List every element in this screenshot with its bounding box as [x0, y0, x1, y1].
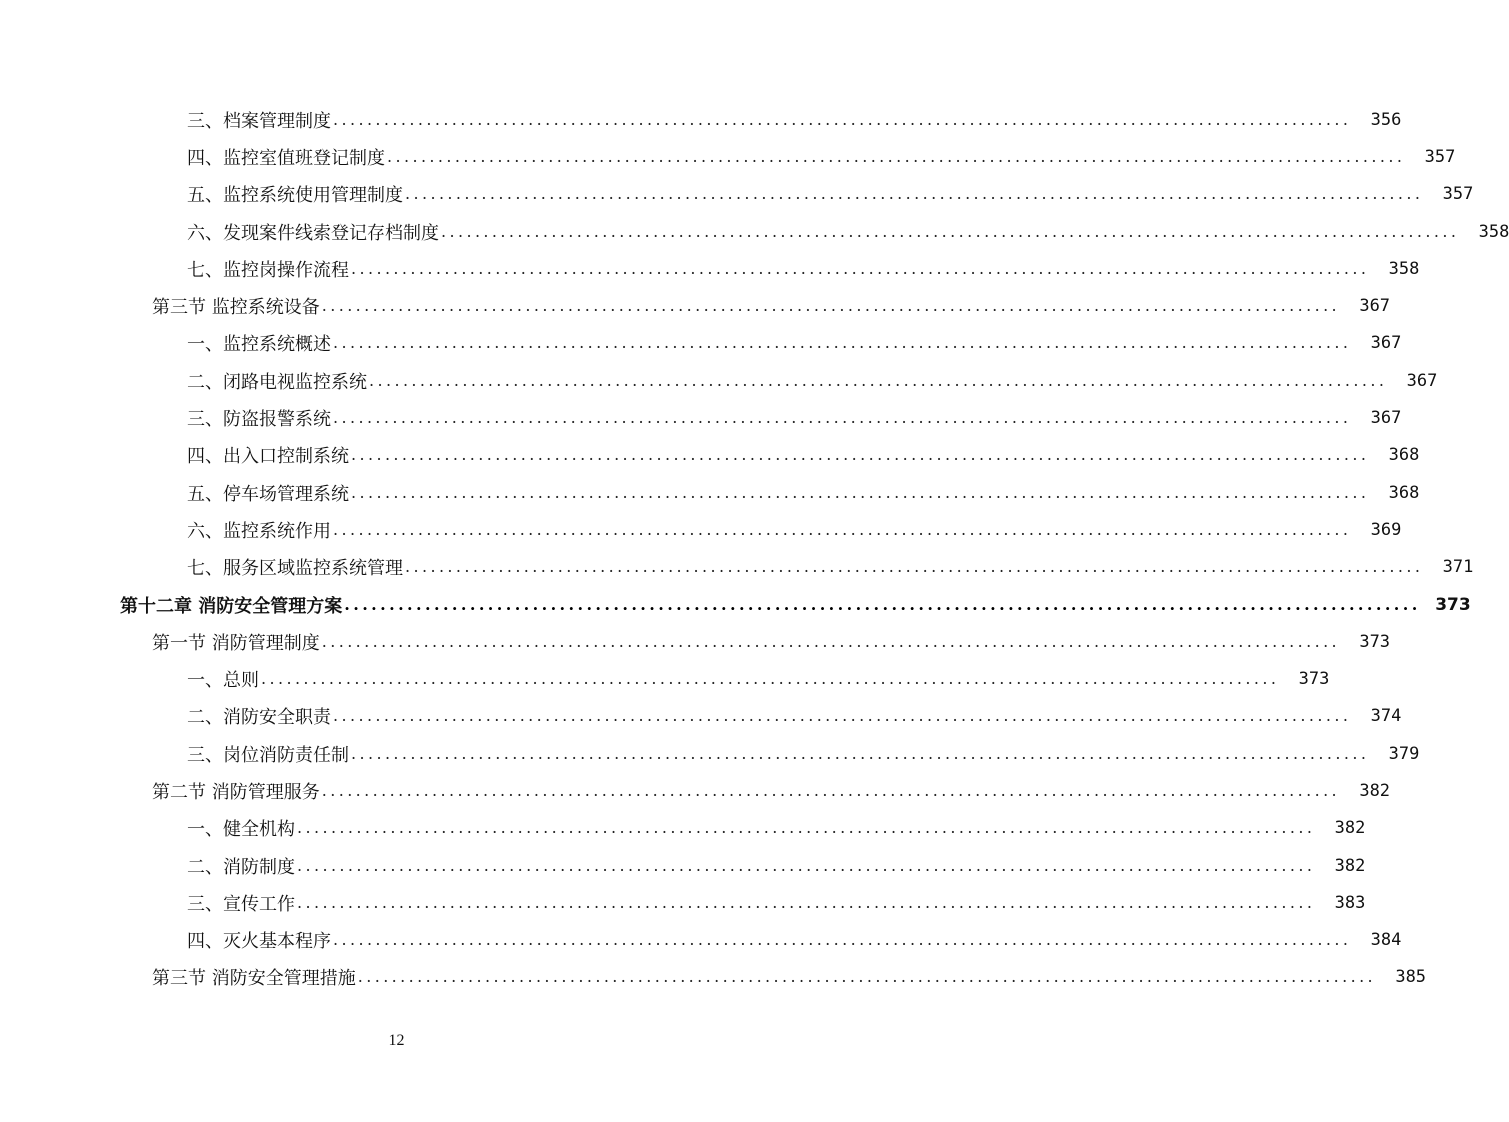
toc-entry-title: 四、灭火基本程序 — [187, 931, 331, 953]
dot-leader: ........................................................................................................................ — [333, 408, 1352, 428]
dot-leader: ........................................................................................................................ — [297, 892, 1316, 912]
toc-entry-item[interactable] — [0, 176, 1474, 213]
toc-entry-title: 一、总则 — [187, 670, 259, 692]
dot-leader: ........................................................................................................................ — [333, 109, 1352, 129]
toc-entry-chapter[interactable] — [0, 586, 1471, 623]
toc-entry-section[interactable] — [0, 772, 1391, 809]
toc-entry-title: 四、监控室值班登记制度 — [187, 147, 385, 169]
toc-entry-item[interactable] — [0, 399, 1402, 436]
toc-entry-section[interactable] — [0, 623, 1391, 660]
toc-entry-item[interactable] — [0, 660, 1330, 697]
toc-entry-page: 384 — [1370, 930, 1402, 951]
toc-entry-page: 373 — [1359, 631, 1391, 652]
toc-entry-page: 367 — [1359, 296, 1391, 317]
dot-leader: ........................................................................................................................ — [321, 631, 1341, 651]
toc-entry-page: 383 — [1334, 892, 1366, 913]
toc-entry-item[interactable] — [0, 213, 1509, 250]
dot-leader: ........................................................................................................................ — [261, 669, 1280, 689]
toc-entry-page: 357 — [1442, 184, 1474, 205]
toc-entry-item[interactable] — [0, 437, 1420, 474]
dot-leader: ........................................................................................................................ — [333, 706, 1352, 726]
toc-entry-title: 五、监控系统使用管理制度 — [187, 185, 403, 207]
dot-leader: ........................................................................................................................ — [351, 743, 1370, 763]
dot-leader: ........................................................................................................................ — [321, 780, 1341, 800]
toc-entry-title: 一、健全机构 — [187, 819, 295, 841]
toc-entry-title: 第三节 监控系统设备 — [152, 297, 320, 319]
dot-leader: ........................................................................................................................ — [351, 482, 1370, 502]
toc-entry-page: 382 — [1334, 855, 1366, 876]
toc-entry-section[interactable] — [0, 959, 1427, 996]
toc-entry-item[interactable] — [0, 698, 1402, 735]
toc-entry-page: 358 — [1388, 258, 1420, 279]
dot-leader: ........................................................................................................................ — [387, 146, 1406, 166]
toc-entry-page: 379 — [1388, 743, 1420, 764]
toc-entry-page: 374 — [1370, 706, 1402, 727]
dot-leader: ........................................................................................................................ — [321, 296, 1341, 316]
dot-leader: ........................................................................................................................ — [333, 519, 1352, 539]
toc-entry-page: 373 — [1435, 594, 1471, 615]
toc-entry-title: 三、档案管理制度 — [187, 110, 331, 132]
toc-entry-item[interactable] — [0, 810, 1366, 847]
toc-entry-title: 第二节 消防管理服务 — [152, 781, 320, 803]
dot-leader: ........................................................................................................................ — [351, 445, 1370, 465]
toc-entry-page: 367 — [1406, 370, 1438, 391]
toc-entry-item[interactable] — [0, 511, 1402, 548]
toc-entry-item[interactable] — [0, 474, 1420, 511]
toc-entry-title: 三、宣传工作 — [187, 893, 295, 915]
toc-entry-section[interactable] — [0, 287, 1391, 324]
toc-entry-title: 二、闭路电视监控系统 — [187, 371, 367, 393]
toc-entry-title: 七、监控岗操作流程 — [187, 259, 349, 281]
toc-entry-item[interactable] — [0, 847, 1366, 884]
toc-entry-page: 382 — [1334, 818, 1366, 839]
table-of-contents — [0, 101, 1509, 996]
toc-entry-item[interactable] — [0, 362, 1438, 399]
toc-entry-title: 第十二章 消防安全管理方案 — [120, 595, 343, 617]
toc-entry-page: 371 — [1442, 557, 1474, 578]
toc-entry-title: 二、消防制度 — [187, 856, 295, 878]
toc-entry-title: 七、服务区域监控系统管理 — [187, 558, 403, 580]
toc-entry-title: 五、停车场管理系统 — [187, 483, 349, 505]
toc-entry-item[interactable] — [0, 325, 1402, 362]
toc-entry-title: 一、监控系统概述 — [187, 334, 331, 356]
dot-leader: ........................................................................................................................ — [344, 594, 1421, 614]
toc-entry-page: 373 — [1298, 669, 1330, 690]
toc-entry-item[interactable] — [0, 138, 1456, 175]
dot-leader: ........................................................................................................................ — [333, 333, 1352, 353]
dot-leader: ........................................................................................................................ — [405, 557, 1424, 577]
toc-entry-item[interactable] — [0, 922, 1402, 959]
toc-entry-page: 357 — [1424, 146, 1456, 167]
dot-leader: ........................................................................................................................ — [441, 221, 1460, 241]
dot-leader: ........................................................................................................................ — [369, 370, 1388, 390]
toc-entry-title: 第三节 消防安全管理措施 — [152, 968, 356, 990]
toc-entry-page: 368 — [1388, 482, 1420, 503]
toc-entry-page: 358 — [1478, 221, 1509, 242]
toc-entry-page: 367 — [1370, 333, 1402, 354]
toc-entry-item[interactable] — [0, 250, 1420, 287]
toc-entry-title: 三、防盗报警系统 — [187, 409, 331, 431]
toc-entry-title: 第一节 消防管理制度 — [152, 632, 320, 654]
dot-leader: ........................................................................................................................ — [297, 818, 1316, 838]
toc-entry-title: 四、出入口控制系统 — [187, 446, 349, 468]
toc-entry-page: 367 — [1370, 408, 1402, 429]
toc-entry-page: 368 — [1388, 445, 1420, 466]
dot-leader: ........................................................................................................................ — [297, 855, 1316, 875]
toc-entry-page: 382 — [1359, 780, 1391, 801]
dot-leader: ........................................................................................................................ — [405, 184, 1424, 204]
dot-leader: ........................................................................................................................ — [351, 258, 1370, 278]
toc-entry-title: 二、消防安全职责 — [187, 707, 331, 729]
page-number: 12 — [388, 1032, 405, 1049]
toc-entry-title: 六、监控系统作用 — [187, 520, 331, 542]
toc-entry-page: 369 — [1370, 519, 1402, 540]
dot-leader: ........................................................................................................................ — [333, 930, 1352, 950]
toc-entry-item[interactable] — [0, 101, 1402, 138]
toc-entry-item[interactable] — [0, 549, 1474, 586]
toc-entry-page: 385 — [1395, 967, 1427, 988]
toc-entry-item[interactable] — [0, 884, 1366, 921]
toc-entry-title: 三、岗位消防责任制 — [187, 744, 349, 766]
toc-entry-title: 六、发现案件线索登记存档制度 — [187, 222, 439, 244]
toc-entry-item[interactable] — [0, 735, 1420, 772]
toc-entry-page: 356 — [1370, 109, 1402, 130]
dot-leader: ........................................................................................................................ — [357, 967, 1377, 987]
